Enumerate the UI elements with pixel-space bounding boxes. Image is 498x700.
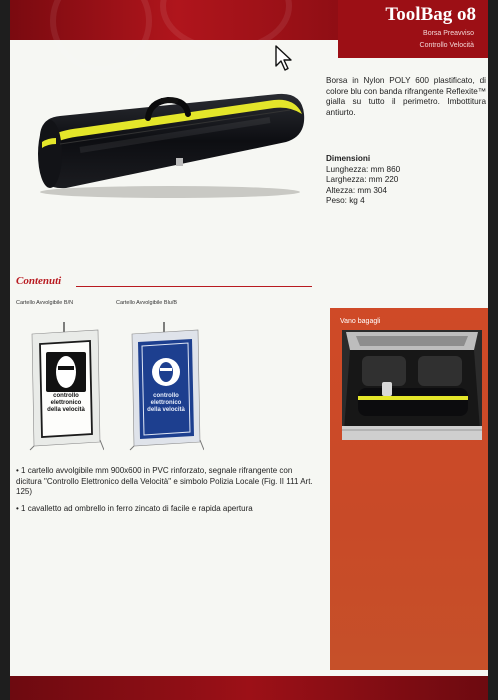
- mouse-cursor-icon: [274, 44, 294, 72]
- sign-bw-line-3: della velocità: [47, 407, 85, 413]
- title-box: [338, 0, 488, 58]
- sign-bw-text: [34, 393, 98, 414]
- trunk-label: Vano bagagli: [340, 318, 381, 325]
- sign-bw-line-1: controllo: [53, 393, 79, 399]
- car-trunk-photo: [342, 330, 482, 440]
- sign-blue-line-2: elettronico: [150, 400, 182, 406]
- contents-heading: Contenuti: [16, 275, 62, 287]
- sign-caption-blue: Cartello Avvolgibile Blu/B: [116, 300, 178, 306]
- sign-bw-image: [24, 322, 104, 452]
- sign-blue-line-1: controllo: [153, 393, 179, 399]
- sign-blue-text: [134, 393, 198, 414]
- dimension-weight: Peso: kg 4: [326, 196, 365, 205]
- dimension-height: Altezza: mm 304: [326, 185, 387, 195]
- dimension-length: Lunghezza: mm 860: [326, 164, 401, 174]
- page-title: ToolBag o8: [385, 4, 476, 25]
- sign-blue-line-3: della velocità: [147, 407, 185, 413]
- toolbag-photo: [20, 80, 310, 205]
- sign-blue-image: [124, 322, 204, 452]
- contents-divider: [76, 286, 312, 287]
- dimension-width: Larghezza: mm 220: [326, 175, 399, 184]
- list-item: • 1 cavalletto ad ombrello in ferro zincato di facile e rapida apertura: [16, 503, 253, 513]
- contents-list: [16, 466, 316, 520]
- dimensions-block: [326, 154, 486, 207]
- sign-caption-bw: Cartello Avvolgibile B/N: [16, 300, 74, 306]
- sign-bw-line-2: elettronico: [50, 400, 82, 406]
- product-description: Borsa in Nylon POLY 600 plastificato, di colore blu con banda rifrangente Reflexite™ gialla su tutto il perimetro. Imbottitura antiurto.: [326, 76, 486, 117]
- list-item: • 1 cartello avvolgibile mm 900x600 in PVC rinforzato, segnale rifrangente con dicitura "Controllo Elettronico della Velocità" e simbolo Polizia Locale (Fig. II 111 Art. 125): [16, 466, 313, 496]
- document-page: [10, 0, 488, 700]
- subtitle-2: Controllo Velocità: [419, 42, 474, 49]
- footer-band: [10, 676, 488, 700]
- dimensions-heading: Dimensioni: [326, 154, 371, 163]
- subtitle-1: Borsa Preavviso: [423, 30, 474, 37]
